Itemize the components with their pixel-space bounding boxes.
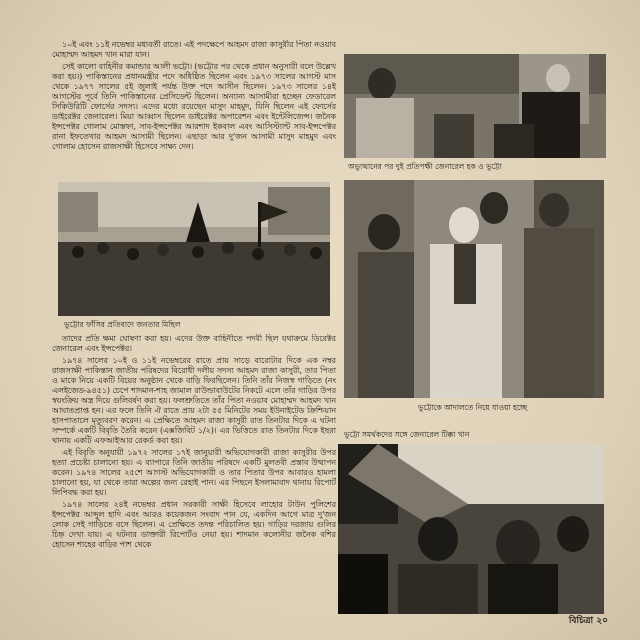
article-column-bottom: [52, 334, 336, 618]
article-paragraph: তাদের প্রতি ক্ষমা ঘোষণা করা হয়। এদের উক্ত বাহিনীতে পদবী ছিল যথাক্রমে ডিরেক্টর জেনারেল এবং ইন্সপেক্টর।: [52, 334, 336, 353]
caption-photo-4: ভুট্টো সমর্থকদের সঙ্গে জেনারেল টিক্কা খান: [344, 430, 470, 439]
caption-photo-2: ভুট্টোর ফাঁসির প্রতিবাদে জনতার মিছিল: [64, 320, 181, 329]
photo-escorted-to-court: [344, 180, 604, 398]
article-paragraph: ১০ই এবং ১১ই নভেম্বর মধ্যবর্তী রাতে। এই পদক্ষেপে আহমদ রাজা কাসুরীর পিতা নওয়াব মোহাম্মদ আহমদ খান মারা যান।: [52, 40, 336, 59]
photo-procession: [58, 182, 330, 316]
page-footer: বিচিত্রা ২০: [568, 616, 608, 626]
article-paragraph: এই বিবৃতি অনুযায়ী ১৯৭২ সালের ১৭ই জানুয়ারী অভিযোগকারী রাজা কাসুরীর উপর হত্যা প্রচেষ্টা চালানো হয়। এ ব্যাপারে তিনি জাতীয় পরিষদে একটি মুলতবী প্রস্তাব উত্থাপন করেন। ১৯৭৪ সালের ২৫শে আগস্ট অভিযোগকারী ও তার পিতার উপর আবারও হামলা চালানো হয়, যা থেকে তারা অল্পের জন্য রেহাই পান। এর পিছনে ইসলামাবাদ থানায় রিপোর্ট লিপিবদ্ধ করা হয়।: [52, 448, 336, 497]
photo-seated-leaders: [344, 54, 606, 158]
article-paragraph: ১৯৭৪ সালের ২৪ই নভেম্বর প্রধান সরকারী সাক্ষী হিসেবে লাহোর টাউন পুলিশের ইন্সপেক্টর আব্দুল হাদি এবং আরও কয়েকজন সংবাদ পান যে, একদিন আগে মাত্র দু'জন লোক সেই গাড়িতে বসে ছিলেন। এ প্রেক্ষিতে তদন্ত পরিচালিত হয়। গাড়ির দরজায় গুলির চিহ্ন দেখা যায়। এ ঘটনার ডাক্তারী রিপোর্টও নেয়া হয়। শাদমান কলোনীর জনৈক বশির হোসেন শাহের বাড়ির পাশ থেকে: [52, 500, 336, 549]
article-paragraph: সেই কালো বাহিনীর কমান্ডার আলী ভট্টো। (ভট্টোর পর থেকে প্রধান অনুসারী বলে উল্লেখ করা হয়।) পাকিস্তানের প্রধানমন্ত্রীর পদে অধিষ্ঠিত ছিলেন এবং ১৯৭৩ সালের আগস্ট মাস থেকে ১৯৭৭ সালের ৫ই জুলাই পর্যন্ত উক্ত পদে আসীন ছিলেন। ১৯৭৩ সালের ১৪ই আগস্টের পূর্বে তিনি পাকিস্তানের প্রেসিডেন্ট ছিলেন। অন্যান্য আসামীরা হচ্ছেন ফেডারেল সিকিউরিটি ফোর্সের সদস্য। এদের মধ্যে রয়েছেন মাসুদ মাহমুদ, যিনি ছিলেন এই ফোর্সের ডাইরেক্টর জেনারেল। মিয়া আব্বাস ছিলেন ডাইরেক্টর অপারেশন এবং ইন্টেলিজেন্স। জনৈক ইন্সপেক্টর গোলাম মোস্তফা, সাব-ইন্সপেক্টর আরশাদ ইকবাল এবং আসিস্ট্যান্ট সাব-ইন্সপেক্টর রানা ইফতেখার আহমদ আসামী ছিলেন। এছাড়া আর দু'জন আসামী মাসুদ মাহমুদ এবং গোলাম হোসেন রাজসাক্ষী হিসেবে সাক্ষ্য দেন।: [52, 62, 336, 151]
caption-photo-1: অভ্যুত্থানের পর দুই প্রতিপক্ষী জেনারেল হক ও ভুট্টো: [348, 162, 502, 171]
caption-photo-3: ভুট্টোকে আদালতে নিয়ে যাওয়া হচ্ছে: [418, 403, 528, 412]
photo-supporters: [338, 444, 604, 614]
article-column-top: [52, 40, 336, 180]
article-paragraph: ১৯৭৪ সালের ১০ই ও ১১ই নভেম্বরের রাতে প্রায় সাড়ে বারোটার দিকে এক নম্বর রাজসাক্ষী পাকিস্তান জাতীয় পরিষদের বিরোধী দলীয় সদস্য আহমদ রাজা কাসুরী, তার পিতা ও মাকে নিয়ে একটি বিয়ের অনুষ্ঠান থেকে বাড়ি ফিরছিলেন। তিনি তাঁর নিজস্ব গাড়িতে (নং এলইজেড-৯৪৫১) চেপে শাদমান-শাহ জামাল রাউন্ডাবাউটের নিকটে এলে তাঁর গাড়ির উপর স্বয়ংক্রিয় অস্ত্র দিয়ে গুলিবর্ষণ করা হয়। ফলশ্রুতিতে তাঁর পিতা নওয়াব মোহাম্মদ আহমদ খান আঘাতপ্রাপ্ত হন। এর ফলে তিনি ঐ রাতে প্রায় ২টা ৫৫ মিনিটের সময় ইউনাইটেড ক্রিশ্চিয়ান হাসপাতালে মৃত্যুবরণ করেন। এ প্রেক্ষিতে আহমদ রাজা কাসুরী রাত তিনটার দিকে এ ঘটনা সম্পর্কে একটি বিবৃতি তৈরি করেন (এক্সজিবিট ১/২)। এর ভিত্তিতে রাত তিনটার দিকে ইছরা থানায় একটি এফআইআর রেকর্ড করা হয়।: [52, 356, 336, 445]
